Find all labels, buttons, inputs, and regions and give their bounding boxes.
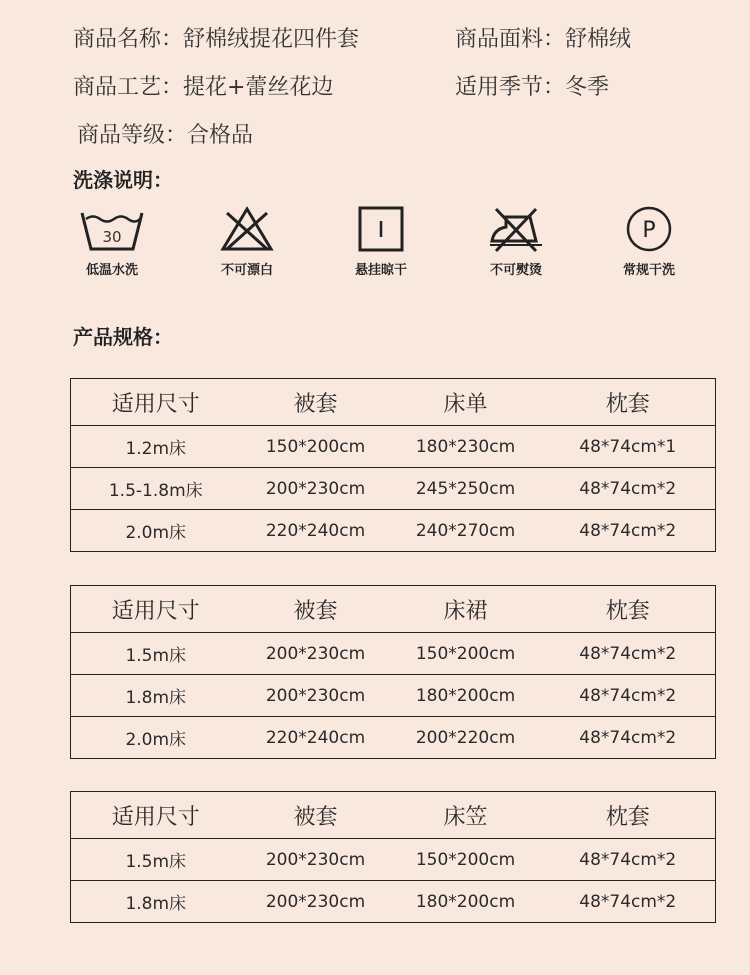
table-cell: 150*200cm [241,426,391,468]
table-row [71,675,716,717]
care-label: 不可熨烫 [489,263,542,278]
care-label: 不可漂白 [220,263,273,278]
header-cell: 适用尺寸 [111,598,200,624]
table-row [71,881,716,923]
header-cell: 被套 [293,804,338,830]
product-fabric: 商品面料：舒棉绒 [455,27,632,52]
table-cell: 200*230cm [241,881,391,923]
table-header-row [71,586,716,633]
table-cell: 180*200cm [391,675,541,717]
table-cell: 220*240cm [241,717,391,759]
table-cell: 1.5-1.8m床 [71,468,241,510]
table-cell: 48*74cm*2 [541,510,716,552]
product-grade: 商品等级：合格品 [77,123,254,148]
header-cell: 床单 [443,391,488,417]
header-cell: 枕套 [605,598,650,624]
header-cell: 枕套 [605,391,650,417]
table-cell: 48*74cm*2 [541,633,716,675]
table-row [71,426,716,468]
table-cell: 150*200cm [391,839,541,881]
table-cell: 48*74cm*2 [541,717,716,759]
header-cell: 被套 [293,391,338,417]
hang-dry-icon [357,205,405,253]
care-item-dry-clean [589,205,709,278]
no-iron-icon [486,205,546,253]
care-item-no-bleach [187,205,307,278]
wash-temp-text: 30 [102,228,122,246]
table-cell: 200*230cm [241,633,391,675]
care-label: 常规干洗 [622,263,675,278]
table-cell: 2.0m床 [71,717,241,759]
no-bleach-icon [219,205,275,253]
table-cell: 200*220cm [391,717,541,759]
table-cell: 2.0m床 [71,510,241,552]
table-cell: 200*230cm [241,675,391,717]
spec-table-bedsheet [70,378,716,552]
dry-clean-letter: P [642,218,656,243]
table-row [71,468,716,510]
table-cell: 180*230cm [391,426,541,468]
table-cell: 180*200cm [391,881,541,923]
wash-30-icon [79,205,145,253]
table-row [71,717,716,759]
table-cell: 1.5m床 [71,839,241,881]
product-name: 商品名称：舒棉绒提花四件套 [73,27,360,52]
header-cell: 适用尺寸 [111,804,200,830]
header-cell: 被套 [293,598,338,624]
table-cell: 1.8m床 [71,675,241,717]
spec-table-bedskirt [70,585,716,759]
care-item-no-iron [456,205,576,278]
table-cell: 220*240cm [241,510,391,552]
care-item-low-temp-wash [52,205,172,278]
product-craft: 商品工艺：提花+蕾丝花边 [73,75,334,100]
table-row [71,839,716,881]
specs-title: 产品规格： [73,325,173,349]
table-cell: 150*200cm [391,633,541,675]
table-header-row [71,792,716,839]
table-cell: 200*230cm [241,468,391,510]
table-cell: 200*230cm [241,839,391,881]
header-cell: 床笠 [443,804,488,830]
washing-title: 洗涤说明： [73,168,173,192]
product-season: 适用季节：冬季 [455,75,610,100]
care-label: 低温水洗 [85,263,138,278]
table-cell: 48*74cm*2 [541,881,716,923]
table-cell: 1.5m床 [71,633,241,675]
table-cell: 240*270cm [391,510,541,552]
dry-clean-icon [624,205,674,253]
spec-table-fitted-sheet [70,791,716,923]
table-header-row [71,379,716,426]
header-cell: 枕套 [605,804,650,830]
table-cell: 1.2m床 [71,426,241,468]
header-cell: 适用尺寸 [111,391,200,417]
table-row [71,633,716,675]
table-cell: 48*74cm*2 [541,468,716,510]
header-cell: 床裙 [443,598,488,624]
table-cell: 1.8m床 [71,881,241,923]
table-cell: 48*74cm*2 [541,675,716,717]
table-cell: 245*250cm [391,468,541,510]
table-cell: 48*74cm*1 [541,426,716,468]
care-label: 悬挂晾干 [354,263,407,278]
table-row [71,510,716,552]
care-item-hang-dry [321,205,441,278]
table-cell: 48*74cm*2 [541,839,716,881]
